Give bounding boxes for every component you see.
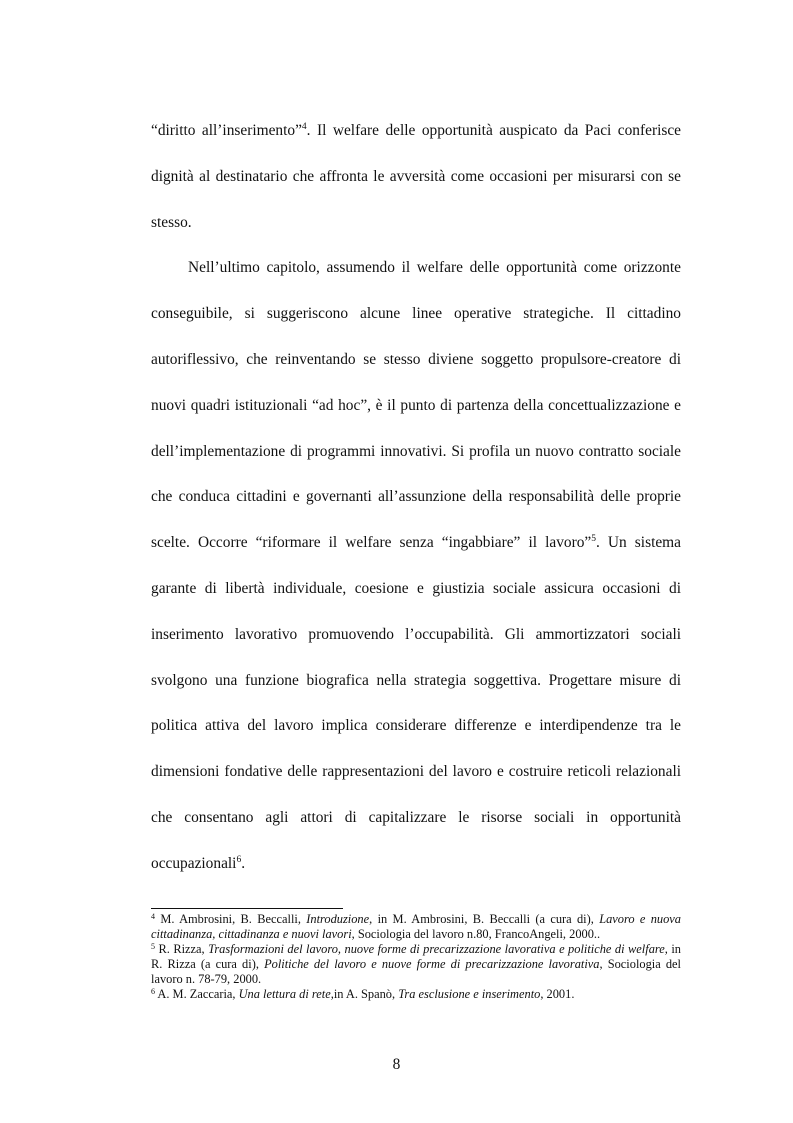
footnote-text: in A. Spanò, (333, 987, 399, 1002)
footnote-number: 4 (151, 912, 155, 921)
footnote-text: R. Rizza, (155, 942, 209, 957)
footnote-ref-4[interactable]: 4 (301, 122, 307, 132)
paragraph-2 (151, 245, 681, 886)
footnote-ref-6[interactable]: 6 (236, 854, 242, 865)
footnote-number: 6 (151, 987, 155, 997)
footnote-4 (151, 912, 681, 942)
footnote-divider (151, 908, 343, 909)
footnote-title: Tra esclusione e inserimento (398, 987, 541, 1002)
footnote-title: Introduzione (306, 912, 370, 926)
footnote-text: in R. Rizza (a cura di), (151, 942, 681, 972)
page-number: 8 (392, 1056, 401, 1073)
footnote-text: M. Ambrosini, B. Beccalli, (155, 912, 307, 926)
footnote-number: 5 (151, 942, 155, 952)
footnotes (151, 912, 681, 1003)
footnote-text: , Sociologia del lavoro n. 78-79, 2000. (151, 957, 681, 987)
paragraph-2-text-a: Nell’ultimo capitolo, assumendo il welfare delle opportunità come orizzonte conseguibile, si suggeriscono alcune linee operative strategiche. Il cittadino autoriflessivo, che reinventando se stesso diviene soggetto propulsore-creatore di nuovi quadri istituzionali “ad hoc”, è il punto di partenza della concettualizzazione e dell’implementazione di programmi innovativi. Si profila un nuovo contratto sociale che conduca cittadini e governanti all’assunzione della responsabilità delle proprie scelte. Occorre “riformare il welfare senza “ingabbiare” il lavoro” (151, 259, 681, 552)
footnote-title: Politiche del lavoro e nuove forme di precarizzazione lavorativa (264, 957, 600, 972)
footnote-title: Trasformazioni del lavoro, nuove forme di precarizzazione lavorativa e politiche di welfare, (208, 942, 668, 957)
footnote-text: , Sociologia del lavoro n.80, FrancoAngeli, 2000.. (351, 927, 601, 942)
paragraph-2-text-c: . (241, 854, 246, 872)
body-text (151, 108, 681, 887)
footnote-text: , in M. Ambrosini, B. Beccalli (a cura di), (369, 912, 600, 926)
footnote-5 (151, 942, 681, 987)
footnote-text: , 2001. (540, 987, 575, 1002)
paragraph-1-text-b: . Il welfare delle opportunità auspicato da Paci conferisce dignità al destinatario che affronta le avversità come occasioni per misurarsi con se stesso. (151, 122, 681, 231)
paragraph-1-text-a: “diritto all’inserimento” (151, 122, 302, 139)
footnote-6 (151, 987, 681, 1002)
footnote-text: A. M. Zaccaria, (155, 987, 239, 1002)
footnote-title: Una lettura di rete, (238, 987, 334, 1002)
paragraph-1 (151, 108, 681, 245)
paragraph-2-text-b: . Un sistema garante di libertà individuale, coesione e giustizia sociale assicura occasioni di inserimento lavorativo promuovendo l’occupabilità. Gli ammortizzatori sociali svolgono una funzione biografica nella strategia soggettiva. Progettare misure di politica attiva del lavoro implica considerare differenze e interdipendenze tra le dimensioni fondative delle rappresentazioni del lavoro e costruire reticoli relazionali che consentano agli attori di capitalizzare le risorse sociali in opportunità occupazionali (151, 534, 681, 872)
footnote-title: Lavoro e nuova cittadinanza, cittadinanza e nuovi lavori (151, 912, 681, 942)
footnote-ref-5[interactable]: 5 (591, 534, 596, 545)
